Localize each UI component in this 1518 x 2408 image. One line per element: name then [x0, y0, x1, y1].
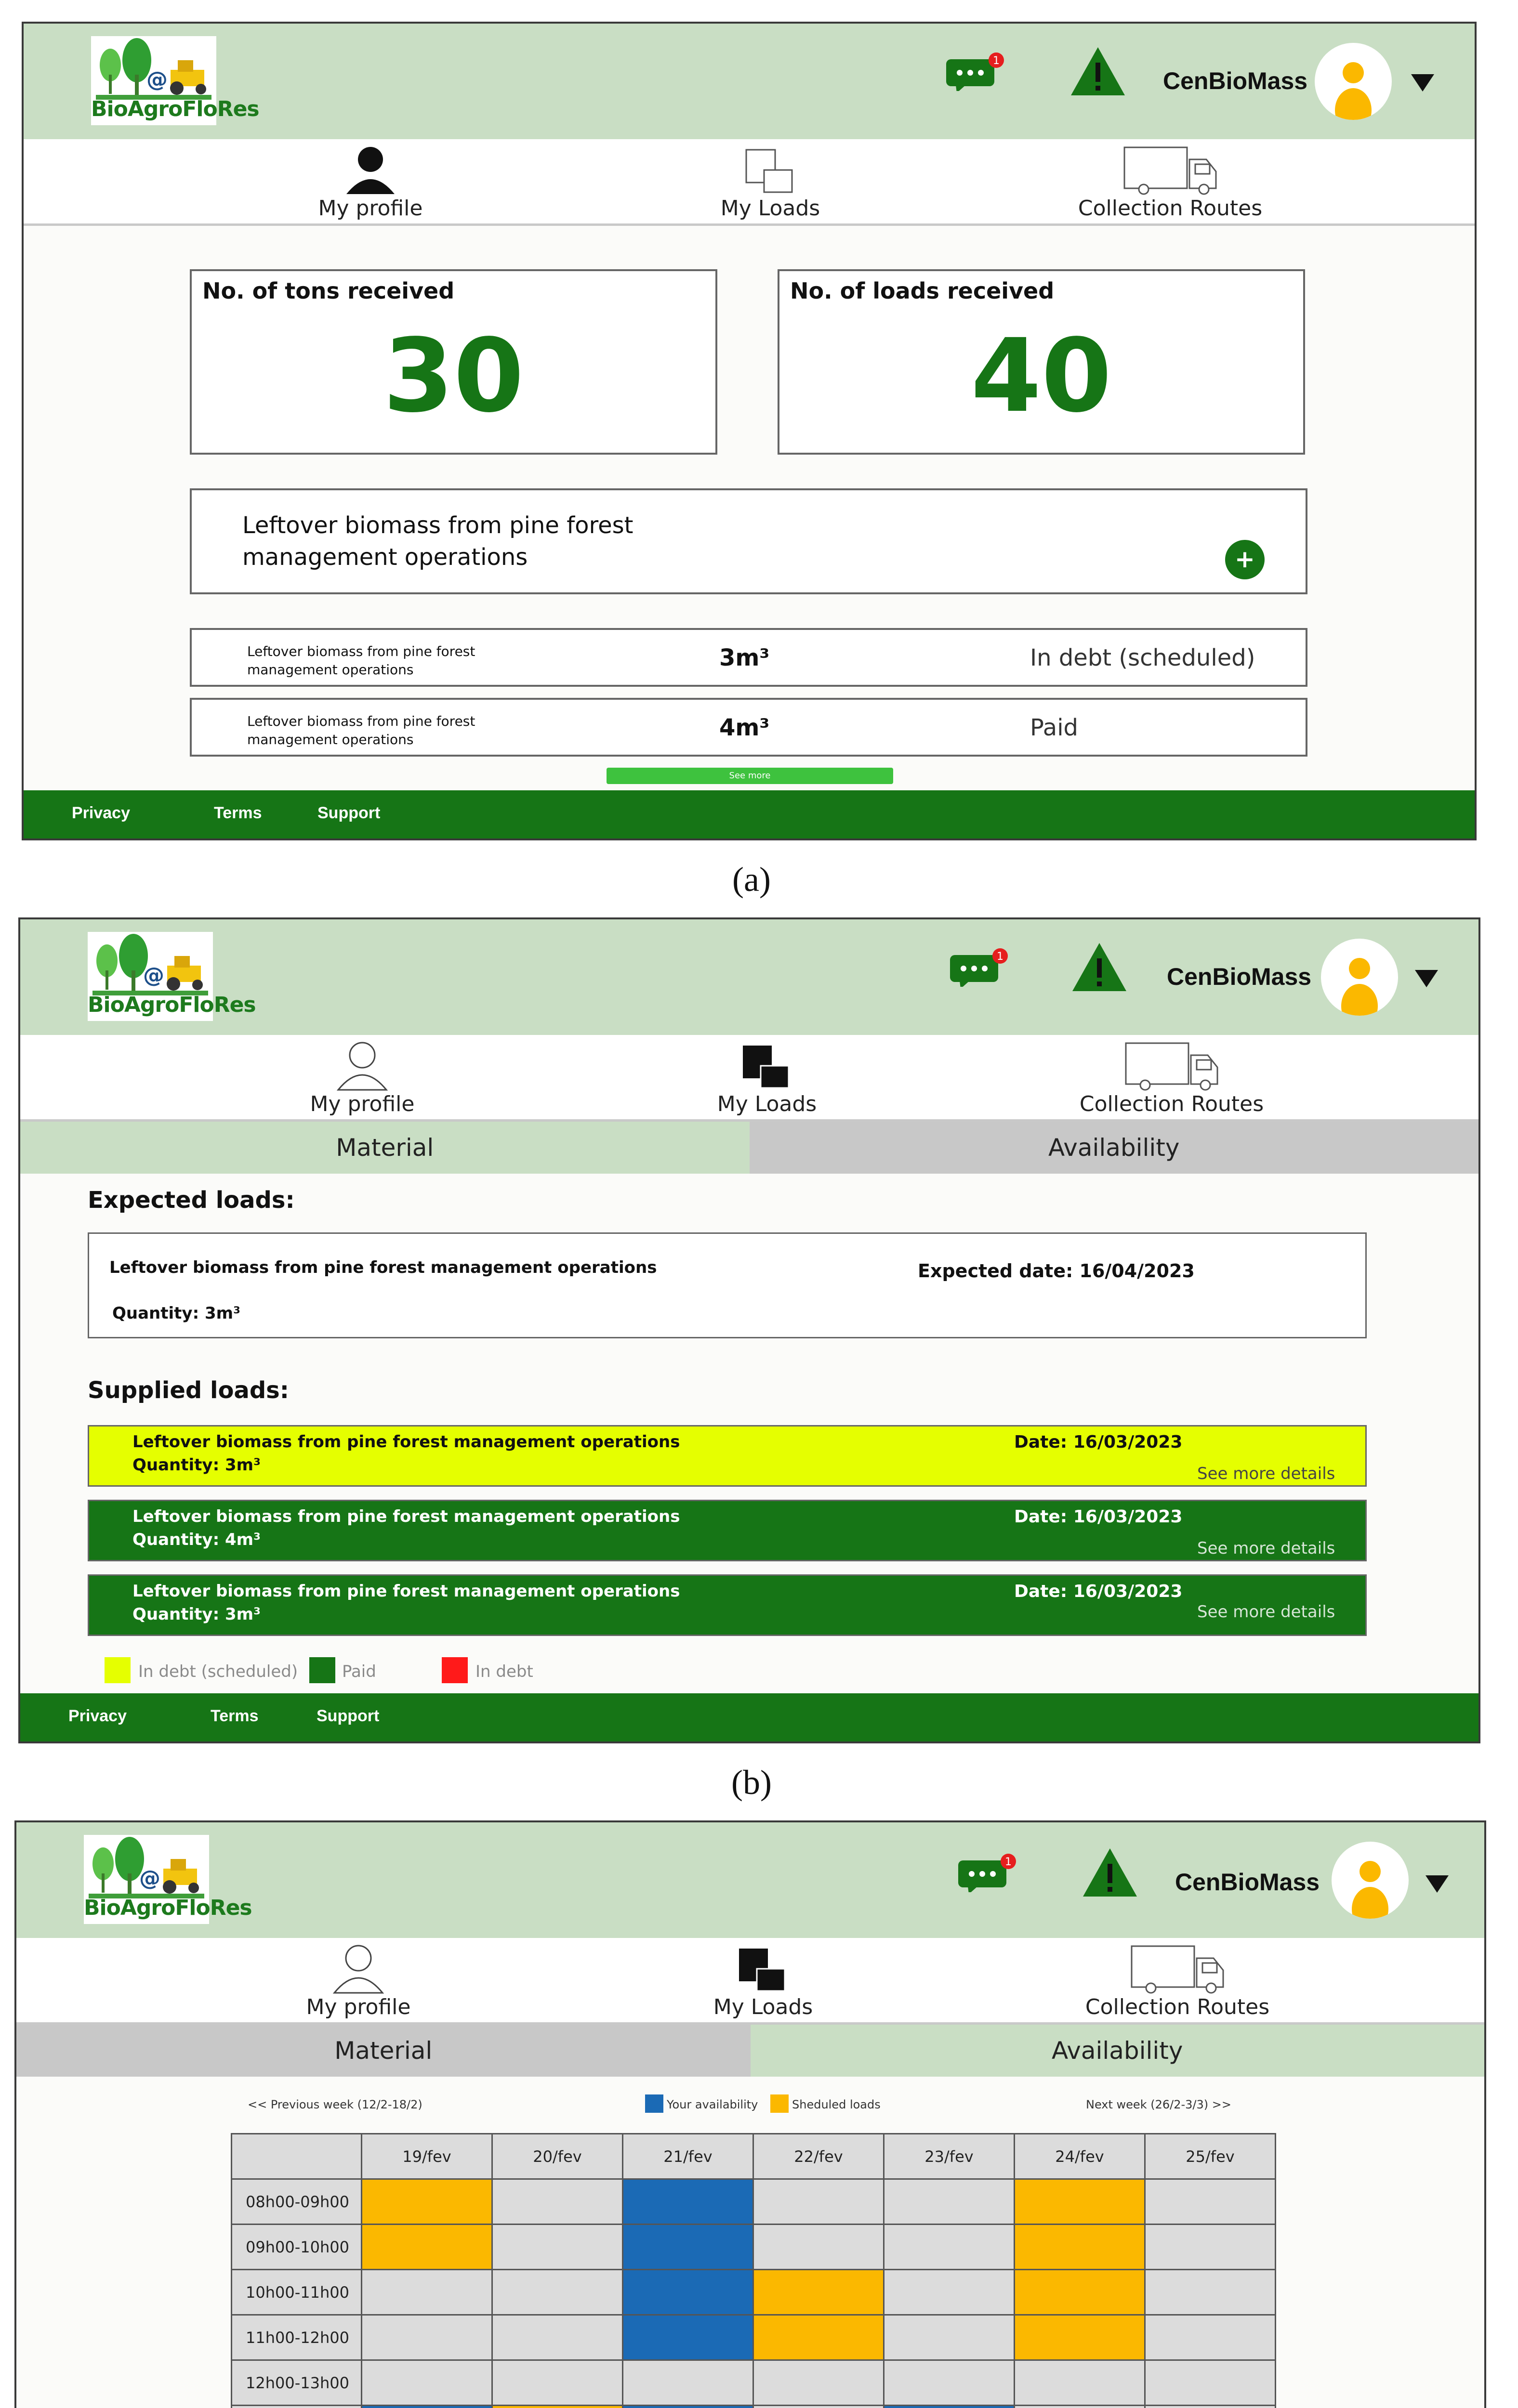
nav-label: Collection Routes [1078, 196, 1263, 221]
supplied-load-material: Leftover biomass from pine forest management operations [132, 1507, 680, 1526]
nav-collection-routes[interactable] [1027, 1035, 1316, 1122]
calendar-cell-scheduled[interactable] [1015, 2225, 1145, 2270]
main-nav [16, 1938, 1484, 2025]
legend-label: Paid [342, 1662, 376, 1681]
loads-received-value: 40 [971, 317, 1112, 435]
notification-badge: 1 [1005, 1856, 1012, 1868]
load-row[interactable] [190, 698, 1307, 757]
calendar-cell-available[interactable] [362, 2406, 492, 2408]
tab-material[interactable]: Material [20, 1122, 750, 1174]
calendar-cell-scheduled[interactable] [753, 2270, 884, 2315]
calendar-row [232, 2225, 1276, 2270]
calendar-cell-empty[interactable] [1015, 2406, 1145, 2408]
calendar-cell-empty[interactable] [1145, 2406, 1276, 2408]
expected-load-card[interactable] [88, 1232, 1367, 1338]
profile-icon [336, 1041, 389, 1091]
calendar-cell-scheduled[interactable] [362, 2225, 492, 2270]
see-more-button[interactable]: See more [607, 768, 893, 784]
nav-label: Collection Routes [1079, 1092, 1264, 1116]
truck-icon [1122, 145, 1218, 196]
load-row[interactable] [190, 628, 1307, 687]
tons-received-value: 30 [383, 317, 524, 435]
calendar-cell-empty[interactable] [492, 2179, 623, 2225]
footer [20, 1693, 1478, 1741]
availability-calendar [231, 2133, 1276, 2408]
calendar-cell-available[interactable] [623, 2406, 753, 2408]
calendar-cell-scheduled[interactable] [753, 2315, 884, 2360]
caption-a: (a) [732, 860, 771, 899]
calendar-header-row [232, 2134, 1276, 2179]
footer-terms-link[interactable]: Terms [211, 1707, 259, 1725]
load-quantity: 3m³ [719, 644, 770, 671]
calendar-cell-empty[interactable] [884, 2225, 1015, 2270]
supplied-load-date: Date: 16/03/2023 [1014, 1582, 1183, 1601]
calendar-cell-scheduled[interactable] [1015, 2179, 1145, 2225]
expected-loads-title: Expected loads: [88, 1187, 295, 1214]
supplied-load-row[interactable] [88, 1500, 1367, 1561]
logo-tree-tractor-icon [84, 1835, 209, 1902]
legend-swatch-in-debt-scheduled [105, 1657, 131, 1683]
load-material: Leftover biomass from pine forest management operations [247, 713, 475, 747]
warning-icon[interactable] [1070, 941, 1128, 994]
chevron-down-icon[interactable] [1426, 1875, 1449, 1893]
load-quantity: 4m³ [719, 714, 770, 741]
footer [24, 790, 1475, 838]
nav-label: My Loads [717, 1092, 817, 1116]
profile-icon [332, 1944, 385, 1994]
calendar-cell-empty[interactable] [753, 2360, 884, 2406]
nav-label: My profile [310, 1092, 415, 1116]
calendar-cell-available[interactable] [623, 2225, 753, 2270]
see-more-details-link[interactable]: See more details [1197, 1464, 1335, 1483]
calendar-cell-empty[interactable] [1145, 2270, 1276, 2315]
calendar-corner [232, 2134, 362, 2179]
nav-my-loads[interactable] [619, 1938, 908, 2025]
footer-privacy-link[interactable]: Privacy [72, 804, 130, 822]
load-status: Paid [1030, 714, 1079, 741]
supplied-load-quantity: Quantity: 3m³ [132, 1605, 261, 1624]
loads-icon [744, 145, 797, 196]
calendar-cell-available[interactable] [623, 2179, 753, 2225]
nav-my-loads[interactable] [626, 139, 915, 226]
legend-label: In debt (scheduled) [138, 1662, 298, 1681]
legend-label: In debt [475, 1662, 533, 1681]
tab-availability[interactable]: Availability [751, 2025, 1485, 2077]
calendar-cell-empty[interactable] [1015, 2360, 1145, 2406]
calendar-cell-empty[interactable] [623, 2360, 753, 2406]
chat-icon[interactable] [950, 948, 1008, 987]
username: CenBioMass [1175, 1869, 1320, 1896]
calendar-time-slot: 11h00-12h00 [232, 2315, 362, 2360]
user-avatar[interactable] [1321, 939, 1398, 1016]
chevron-down-icon[interactable] [1415, 970, 1438, 987]
footer-support-link[interactable]: Support [317, 804, 381, 822]
calendar-time-slot: 12h00-13h00 [232, 2360, 362, 2406]
logo-text: BioAgroFloRes [88, 993, 256, 1017]
loads-received-title: No. of loads received [790, 278, 1055, 304]
calendar-cell-empty[interactable] [753, 2406, 884, 2408]
expected-load-quantity: Quantity: 3m³ [112, 1304, 240, 1323]
add-button[interactable]: + [1225, 540, 1265, 579]
calendar-row [232, 2360, 1276, 2406]
calendar-day-header: 25/fev [1145, 2134, 1276, 2179]
logo-tree-tractor-icon [88, 932, 213, 999]
supplied-load-material: Leftover biomass from pine forest management operations [132, 1432, 680, 1452]
user-avatar[interactable] [1332, 1842, 1409, 1919]
supplied-load-quantity: Quantity: 3m³ [132, 1455, 261, 1475]
calendar-cell-empty[interactable] [884, 2360, 1015, 2406]
legend-swatch-in-debt [442, 1657, 468, 1683]
calendar-cell-available[interactable] [884, 2406, 1015, 2408]
legend-label: Your availability [667, 2098, 758, 2111]
warning-icon[interactable] [1081, 1846, 1139, 1899]
calendar-cell-available[interactable] [623, 2270, 753, 2315]
panel-c-availability [14, 1820, 1486, 2408]
chevron-down-icon[interactable] [1411, 74, 1434, 92]
truck-icon [1129, 1944, 1226, 1994]
calendar-day-header: 24/fev [1015, 2134, 1145, 2179]
see-more-details-link[interactable]: See more details [1197, 1539, 1335, 1558]
supplied-load-date: Date: 16/03/2023 [1014, 1432, 1183, 1452]
nav-label: My Loads [713, 1995, 813, 2019]
svg-text:@: @ [139, 1866, 160, 1891]
loads-icon [737, 1944, 790, 1994]
loads-icon [740, 1041, 793, 1091]
tons-received-title: No. of tons received [202, 278, 455, 304]
load-material: Leftover biomass from pine forest management operations [247, 643, 475, 678]
nav-my-profile[interactable] [214, 1938, 503, 2025]
footer-support-link[interactable]: Support [317, 1707, 380, 1725]
username: CenBioMass [1163, 67, 1308, 94]
warning-icon[interactable] [1069, 45, 1127, 98]
calendar-cell-empty[interactable] [1145, 2179, 1276, 2225]
supplied-load-quantity: Quantity: 4m³ [132, 1530, 261, 1549]
chat-icon[interactable] [946, 52, 1004, 91]
calendar-cell-empty[interactable] [753, 2225, 884, 2270]
notification-badge: 1 [993, 55, 1000, 67]
calendar-cell-empty[interactable] [492, 2225, 623, 2270]
previous-week-link[interactable]: << Previous week (12/2-18/2) [248, 2098, 422, 2111]
tab-material[interactable]: Material [16, 2025, 751, 2077]
main-nav [20, 1035, 1478, 1122]
supplied-load-date: Date: 16/03/2023 [1014, 1507, 1183, 1527]
calendar-cell-empty[interactable] [884, 2179, 1015, 2225]
caption-b: (b) [731, 1763, 772, 1802]
load-status: In debt (scheduled) [1030, 644, 1255, 671]
nav-collection-routes[interactable] [1033, 1938, 1322, 2025]
supplied-load-row[interactable] [88, 1425, 1367, 1487]
loads-received-card [778, 269, 1305, 455]
biomass-type-text: Leftover biomass from pine forest management operations [242, 512, 634, 571]
calendar-time-slot [232, 2406, 362, 2408]
calendar-cell-empty[interactable] [492, 2360, 623, 2406]
calendar-cell-scheduled[interactable] [1015, 2315, 1145, 2360]
calendar-cell-empty[interactable] [492, 2315, 623, 2360]
app-logo[interactable] [84, 1835, 252, 1924]
tons-received-card [190, 269, 717, 455]
legend-label: Sheduled loads [792, 2098, 881, 2111]
calendar-day-header: 21/fev [623, 2134, 753, 2179]
legend-swatch-scheduled [770, 2094, 789, 2113]
calendar-cell-empty[interactable] [884, 2270, 1015, 2315]
calendar-row [232, 2315, 1276, 2360]
user-avatar-icon [1315, 43, 1392, 120]
nav-label: My Loads [720, 196, 820, 221]
calendar-cell-empty[interactable] [362, 2360, 492, 2406]
nav-collection-routes[interactable] [1026, 139, 1315, 226]
app-logo[interactable] [88, 932, 256, 1021]
calendar-cell-scheduled[interactable] [1015, 2270, 1145, 2315]
logo-text: BioAgroFloRes [91, 97, 259, 121]
nav-my-profile[interactable] [226, 139, 515, 226]
calendar-cell-scheduled[interactable] [492, 2406, 623, 2408]
calendar-cell-empty[interactable] [362, 2270, 492, 2315]
logo-tree-tractor-icon [91, 36, 216, 104]
calendar-cell-available[interactable] [623, 2315, 753, 2360]
calendar-row [232, 2179, 1276, 2225]
supplied-load-row[interactable] [88, 1574, 1367, 1636]
nav-my-loads[interactable] [622, 1035, 911, 1122]
app-header [20, 919, 1478, 1035]
profile-icon [344, 145, 397, 196]
tabs [20, 1122, 1478, 1174]
nav-label: My profile [318, 196, 423, 221]
see-more-details-link[interactable]: See more details [1197, 1602, 1335, 1622]
calendar-day-header: 23/fev [884, 2134, 1015, 2179]
app-logo[interactable] [91, 36, 259, 125]
svg-text:@: @ [143, 963, 164, 988]
calendar-day-header: 20/fev [492, 2134, 623, 2179]
legend-swatch-paid [309, 1657, 335, 1683]
user-avatar[interactable] [1315, 43, 1392, 120]
expected-load-date: Expected date: 16/04/2023 [918, 1260, 1195, 1282]
calendar-cell-empty[interactable] [753, 2179, 884, 2225]
user-avatar-icon [1332, 1842, 1409, 1919]
panel-a-dashboard [22, 22, 1477, 840]
truck-icon [1123, 1041, 1220, 1091]
tab-availability[interactable]: Availability [750, 1122, 1479, 1174]
calendar-cell-empty[interactable] [362, 2315, 492, 2360]
app-header [24, 24, 1475, 139]
calendar-cell-empty[interactable] [1145, 2360, 1276, 2406]
user-avatar-icon [1321, 939, 1398, 1016]
calendar-day-header: 22/fev [753, 2134, 884, 2179]
svg-text:@: @ [146, 67, 168, 92]
chat-icon[interactable] [958, 1854, 1016, 1892]
tabs [16, 2025, 1484, 2077]
footer-terms-link[interactable]: Terms [214, 804, 262, 822]
calendar-time-slot: 10h00-11h00 [232, 2270, 362, 2315]
calendar-cell-empty[interactable] [1145, 2225, 1276, 2270]
calendar-time-slot: 08h00-09h00 [232, 2179, 362, 2225]
logo-text: BioAgroFloRes [84, 1896, 252, 1920]
supplied-loads-title: Supplied loads: [88, 1377, 289, 1404]
calendar-cell-empty[interactable] [1145, 2315, 1276, 2360]
panel-b-my-loads [18, 917, 1480, 1743]
calendar-body [232, 2179, 1276, 2408]
nav-label: My profile [306, 1995, 411, 2019]
legend-swatch-availability [645, 2094, 663, 2113]
calendar-cell-empty[interactable] [492, 2270, 623, 2315]
biomass-type-card [190, 488, 1307, 594]
calendar-row [232, 2270, 1276, 2315]
nav-my-profile[interactable] [218, 1035, 507, 1122]
next-week-link[interactable]: Next week (26/2-3/3) >> [1086, 2098, 1231, 2111]
nav-label: Collection Routes [1085, 1995, 1270, 2019]
notification-badge: 1 [997, 951, 1003, 963]
main-nav [24, 139, 1475, 226]
calendar-cell-scheduled[interactable] [362, 2179, 492, 2225]
footer-privacy-link[interactable]: Privacy [68, 1707, 127, 1725]
calendar-row [232, 2406, 1276, 2408]
calendar-cell-empty[interactable] [884, 2315, 1015, 2360]
calendar-time-slot: 09h00-10h00 [232, 2225, 362, 2270]
username: CenBioMass [1167, 963, 1312, 990]
app-header [16, 1822, 1484, 1938]
calendar-day-header: 19/fev [362, 2134, 492, 2179]
expected-load-material: Leftover biomass from pine forest management operations [109, 1258, 657, 1277]
supplied-load-material: Leftover biomass from pine forest management operations [132, 1582, 680, 1601]
